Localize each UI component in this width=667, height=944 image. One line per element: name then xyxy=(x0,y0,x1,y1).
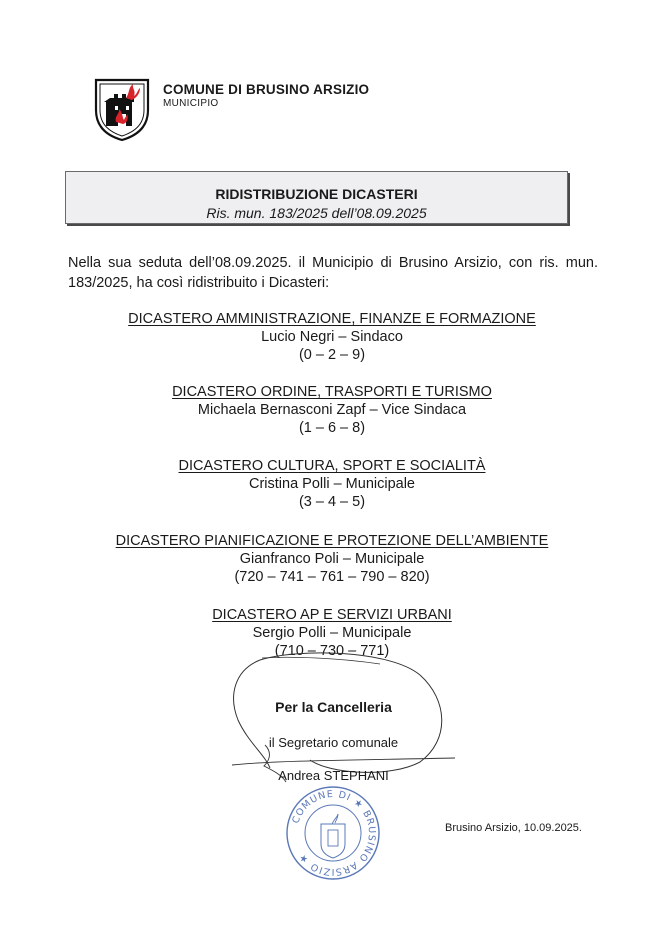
document-title: RIDISTRIBUZIONE DICASTERI xyxy=(215,186,418,202)
dicastero-name: DICASTERO AP E SERVIZI URBANI xyxy=(212,607,452,623)
dicastero-codes: (0 – 2 – 9) xyxy=(298,347,366,363)
title-box xyxy=(65,171,568,224)
signature-role: il Segretario comunale xyxy=(268,735,399,750)
place-date: Brusino Arsizio, 10.09.2025. xyxy=(445,822,582,834)
dicastero-block xyxy=(60,457,604,511)
dicastero-codes: (3 – 4 – 5) xyxy=(298,494,366,510)
document-reference: Ris. mun. 183/2025 dell’08.09.2025 xyxy=(206,205,427,221)
dicastero-block xyxy=(60,383,604,437)
dicastero-person: Michaela Bernasconi Zapf – Vice Sindaca xyxy=(197,402,467,418)
dicastero-codes: (720 – 741 – 761 – 790 – 820) xyxy=(234,569,430,585)
dicastero-person: Sergio Polli – Municipale xyxy=(252,625,412,641)
dicastero-person: Cristina Polli – Municipale xyxy=(248,476,415,492)
dicastero-person: Gianfranco Poli – Municipale xyxy=(239,551,425,567)
dicastero-codes: (710 – 730 – 771) xyxy=(274,643,390,659)
dicastero-name: DICASTERO AMMINISTRAZIONE, FINANZE E FORMAZIONE xyxy=(128,311,536,327)
signature-name: Andrea STEPHANI xyxy=(278,768,389,783)
dicastero-name: DICASTERO PIANIFICAZIONE E PROTEZIONE DELL’AMBIENTE xyxy=(115,533,549,549)
intro-paragraph: Nella sua seduta dell’08.09.2025. il Municipio di Brusino Arsizio, con ris. mun. 183/2025, ha così ridistribuito i Dicasteri: xyxy=(68,255,598,291)
svg-text:COMUNE DI ★ BRUSINO ARSIZIO ★: COMUNE DI ★ BRUSINO ARSIZIO ★ xyxy=(290,788,378,878)
org-subtitle: MUNICIPIO xyxy=(163,98,219,109)
org-name: COMUNE DI BRUSINO ARSIZIO xyxy=(163,82,370,97)
dicastero-block xyxy=(60,532,604,586)
dicastero-name: DICASTERO ORDINE, TRASPORTI E TURISMO xyxy=(172,384,492,400)
signature-office: Per la Cancelleria xyxy=(275,699,392,715)
dicastero-codes: (1 – 6 – 8) xyxy=(298,420,366,436)
official-stamp-icon xyxy=(284,784,382,882)
dicastero-name: DICASTERO CULTURA, SPORT E SOCIALITÀ xyxy=(178,458,486,474)
dicastero-person: Lucio Negri – Sindaco xyxy=(261,329,403,345)
municipal-crest-icon xyxy=(92,76,152,142)
dicastero-block xyxy=(60,310,604,364)
